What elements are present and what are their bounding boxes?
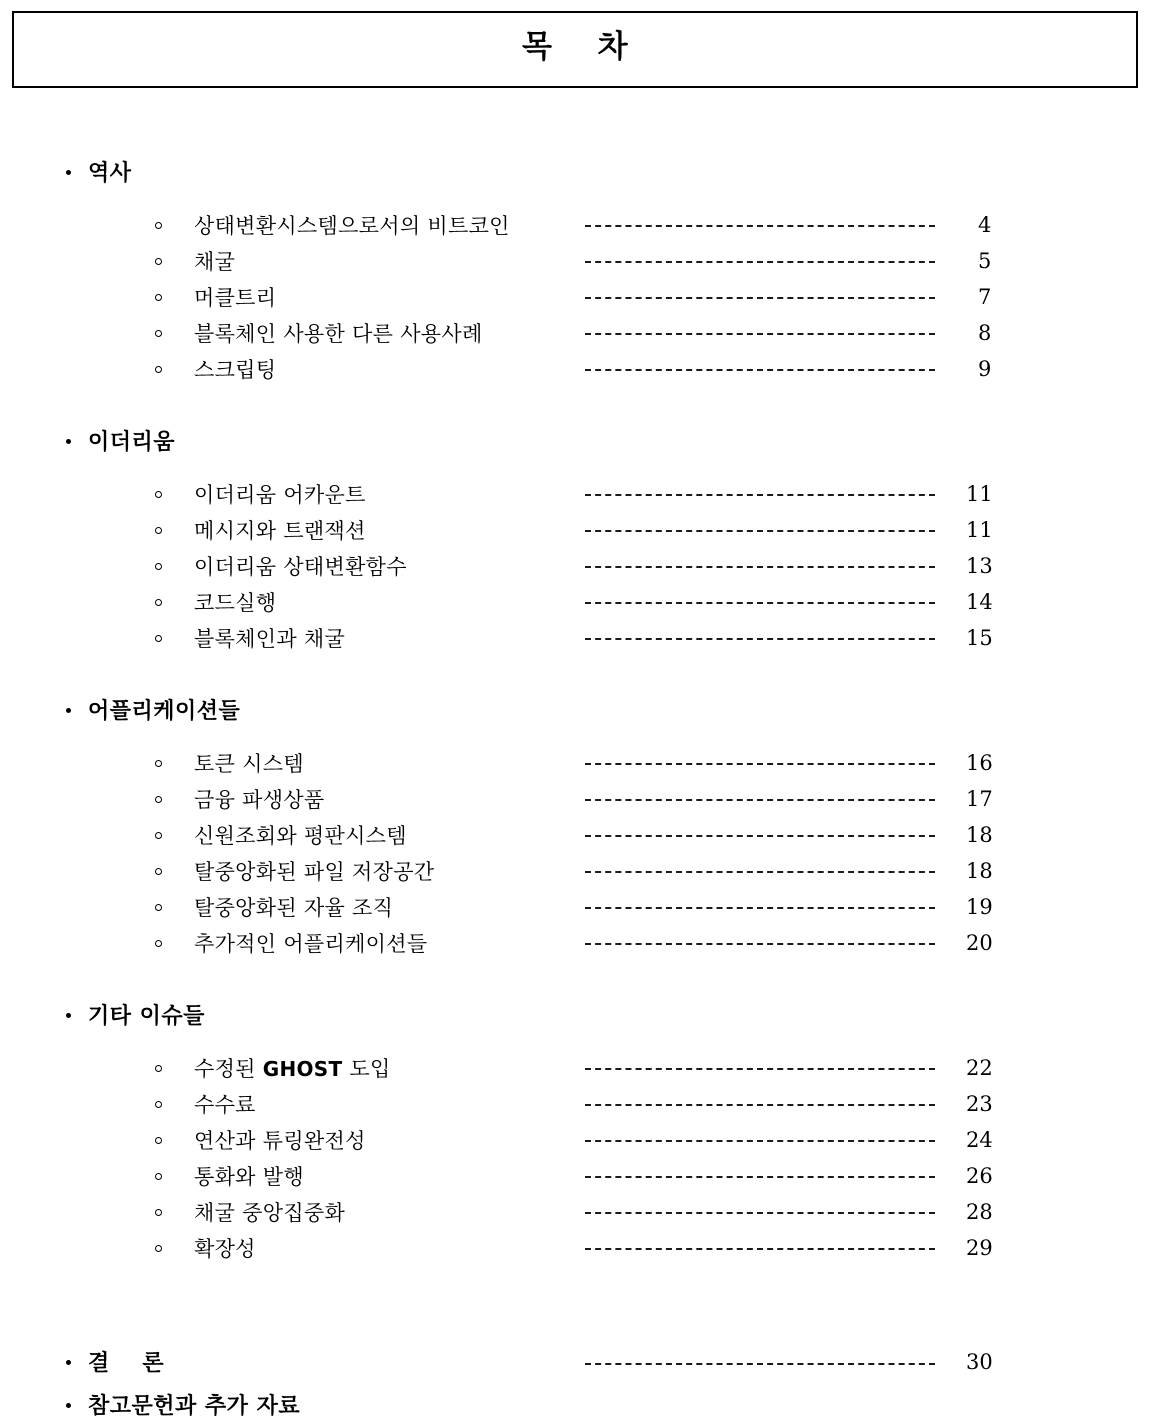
toc-entry-label: 머클트리 — [194, 286, 277, 310]
page-number: 19 — [966, 895, 993, 919]
bullet-dot-icon — [66, 1013, 71, 1018]
circle-bullet-icon — [155, 904, 162, 911]
toc-entry-label: 블록체인과 채굴 — [194, 627, 346, 651]
page-number: 9 — [978, 357, 992, 381]
dot-leader — [585, 1068, 935, 1070]
toc-entry-label: 연산과 튜링완전성 — [194, 1129, 366, 1153]
toc-entry-label: 이더리움 상태변환함수 — [194, 555, 407, 579]
toc-section-label: 기타 이슈들 — [88, 1003, 205, 1029]
spacer — [0, 1266, 1151, 1298]
page-title: 목 차 — [521, 29, 629, 65]
page-number: 15 — [966, 626, 993, 650]
page-number: 26 — [966, 1164, 993, 1188]
toc-entry[interactable] — [0, 476, 1151, 512]
page-number: 23 — [966, 1092, 993, 1116]
toc-entry[interactable] — [0, 1158, 1151, 1194]
circle-bullet-icon — [155, 868, 162, 875]
toc-entry-label: 수정된 GHOST 도입 — [194, 1057, 391, 1081]
toc-entry[interactable] — [0, 1086, 1151, 1122]
bullet-dot-icon — [66, 1360, 71, 1365]
page-number: 5 — [978, 249, 992, 273]
toc-section — [0, 993, 1151, 1298]
circle-bullet-icon — [155, 222, 162, 229]
dot-leader — [585, 566, 935, 568]
bullet-dot-icon — [66, 708, 71, 713]
circle-bullet-icon — [155, 330, 162, 337]
circle-bullet-icon — [155, 1101, 162, 1108]
dot-leader — [585, 1212, 935, 1214]
circle-bullet-icon — [155, 1137, 162, 1144]
dot-leader — [585, 943, 935, 945]
page-number: 11 — [966, 482, 993, 506]
circle-bullet-icon — [155, 940, 162, 947]
dot-leader — [585, 1104, 935, 1106]
dot-leader — [585, 1363, 935, 1365]
page-number: 28 — [966, 1200, 993, 1224]
toc-entry[interactable] — [0, 781, 1151, 817]
toc-section-heading[interactable] — [0, 150, 1151, 193]
dot-leader — [585, 333, 935, 335]
page-number: 18 — [966, 823, 993, 847]
circle-bullet-icon — [155, 599, 162, 606]
dot-leader — [585, 261, 935, 263]
page-number: 30 — [966, 1349, 993, 1374]
page-number: 16 — [966, 751, 993, 775]
toc-entry[interactable] — [0, 853, 1151, 889]
toc-entry[interactable] — [0, 925, 1151, 961]
spacer — [0, 1036, 1151, 1050]
toc-entry[interactable] — [0, 315, 1151, 351]
spacer — [0, 387, 1151, 419]
dot-leader — [585, 907, 935, 909]
dot-leader — [585, 297, 935, 299]
toc-entry[interactable] — [0, 548, 1151, 584]
toc-entry[interactable] — [0, 745, 1151, 781]
toc-entry-label: 수수료 — [194, 1093, 256, 1117]
toc-section-label: 어플리케이션들 — [88, 698, 241, 724]
dot-leader — [585, 369, 935, 371]
circle-bullet-icon — [155, 491, 162, 498]
toc-entry-label: 신원조회와 평판시스템 — [194, 824, 407, 848]
dot-leader — [585, 530, 935, 532]
table-of-contents — [0, 150, 1151, 1426]
toc-entry[interactable] — [0, 1194, 1151, 1230]
toc-section-heading[interactable] — [0, 688, 1151, 731]
page-number: 11 — [966, 518, 993, 542]
circle-bullet-icon — [155, 1173, 162, 1180]
toc-entry-label: 추가적인 어플리케이션들 — [194, 932, 428, 956]
toc-entry-label: 상태변환시스템으로서의 비트코인 — [194, 214, 510, 238]
toc-entry[interactable] — [0, 243, 1151, 279]
toc-entry-label: 토큰 시스템 — [194, 752, 304, 776]
spacer — [0, 1298, 1151, 1340]
circle-bullet-icon — [155, 294, 162, 301]
toc-entry[interactable] — [0, 1122, 1151, 1158]
spacer — [0, 462, 1151, 476]
page-number: 14 — [966, 590, 993, 614]
circle-bullet-icon — [155, 760, 162, 767]
page-number: 7 — [978, 285, 992, 309]
spacer — [0, 731, 1151, 745]
dot-leader — [585, 225, 935, 227]
toc-entry[interactable] — [0, 584, 1151, 620]
circle-bullet-icon — [155, 1209, 162, 1216]
toc-entry-label: 이더리움 어카운트 — [194, 483, 366, 507]
bullet-dot-icon — [66, 439, 71, 444]
toc-section — [0, 150, 1151, 419]
circle-bullet-icon — [155, 832, 162, 839]
toc-section-heading[interactable] — [0, 419, 1151, 462]
page-number: 4 — [978, 213, 992, 237]
title-box — [12, 11, 1138, 88]
toc-section-heading[interactable] — [0, 1383, 1151, 1426]
toc-section-label: 역사 — [88, 160, 132, 186]
toc-section-label: 결 론 — [88, 1350, 165, 1376]
toc-section-heading[interactable] — [0, 993, 1151, 1036]
toc-section — [0, 419, 1151, 688]
dot-leader — [585, 602, 935, 604]
toc-entry[interactable] — [0, 1230, 1151, 1266]
toc-section-label: 이더리움 — [88, 429, 176, 455]
dot-leader — [585, 1176, 935, 1178]
circle-bullet-icon — [155, 563, 162, 570]
toc-entry-label: 확장성 — [194, 1237, 256, 1261]
dot-leader — [585, 763, 935, 765]
page-number: 18 — [966, 859, 993, 883]
toc-entry[interactable] — [0, 889, 1151, 925]
circle-bullet-icon — [155, 635, 162, 642]
toc-entry[interactable] — [0, 1050, 1151, 1086]
latin-term: GHOST — [262, 1057, 343, 1081]
dot-leader — [585, 835, 935, 837]
spacer — [0, 656, 1151, 688]
dot-leader — [585, 1140, 935, 1142]
circle-bullet-icon — [155, 366, 162, 373]
spacer — [0, 193, 1151, 207]
toc-entry-label: 메시지와 트랜잭션 — [194, 519, 366, 543]
toc-entry-label: 금융 파생상품 — [194, 788, 325, 812]
toc-entry[interactable] — [0, 279, 1151, 315]
circle-bullet-icon — [155, 1065, 162, 1072]
page-number: 20 — [966, 931, 993, 955]
toc-entry[interactable] — [0, 620, 1151, 656]
toc-section-label: 참고문헌과 추가 자료 — [88, 1393, 301, 1419]
toc-entry-label: 스크립팅 — [194, 358, 277, 382]
page-number: 17 — [966, 787, 993, 811]
page-number: 24 — [966, 1128, 993, 1152]
circle-bullet-icon — [155, 527, 162, 534]
toc-entry-label: 채굴 중앙집중화 — [194, 1201, 346, 1225]
spacer — [0, 961, 1151, 993]
toc-entry-label: 블록체인 사용한 다른 사용사례 — [194, 322, 483, 346]
dot-leader — [585, 799, 935, 801]
dot-leader — [585, 494, 935, 496]
toc-entry[interactable] — [0, 512, 1151, 548]
bullet-dot-icon — [66, 1403, 71, 1408]
toc-entry[interactable] — [0, 817, 1151, 853]
dot-leader — [585, 1248, 935, 1250]
toc-entry-label: 채굴 — [194, 250, 236, 274]
toc-entry-label: 탈중앙화된 자율 조직 — [194, 896, 394, 920]
bullet-dot-icon — [66, 170, 71, 175]
dot-leader — [585, 871, 935, 873]
page-number: 13 — [966, 554, 993, 578]
toc-entry-label: 코드실행 — [194, 591, 277, 615]
toc-entry-label: 탈중앙화된 파일 저장공간 — [194, 860, 435, 884]
toc-entry[interactable] — [0, 351, 1151, 387]
circle-bullet-icon — [155, 796, 162, 803]
toc-entry[interactable] — [0, 207, 1151, 243]
circle-bullet-icon — [155, 1245, 162, 1252]
circle-bullet-icon — [155, 258, 162, 265]
toc-section — [0, 688, 1151, 993]
toc-section-heading[interactable] — [0, 1340, 1151, 1383]
page-number: 8 — [978, 321, 992, 345]
toc-entry-label: 통화와 발행 — [194, 1165, 304, 1189]
page-number: 22 — [966, 1056, 993, 1080]
dot-leader — [585, 638, 935, 640]
page-number: 29 — [966, 1236, 993, 1260]
